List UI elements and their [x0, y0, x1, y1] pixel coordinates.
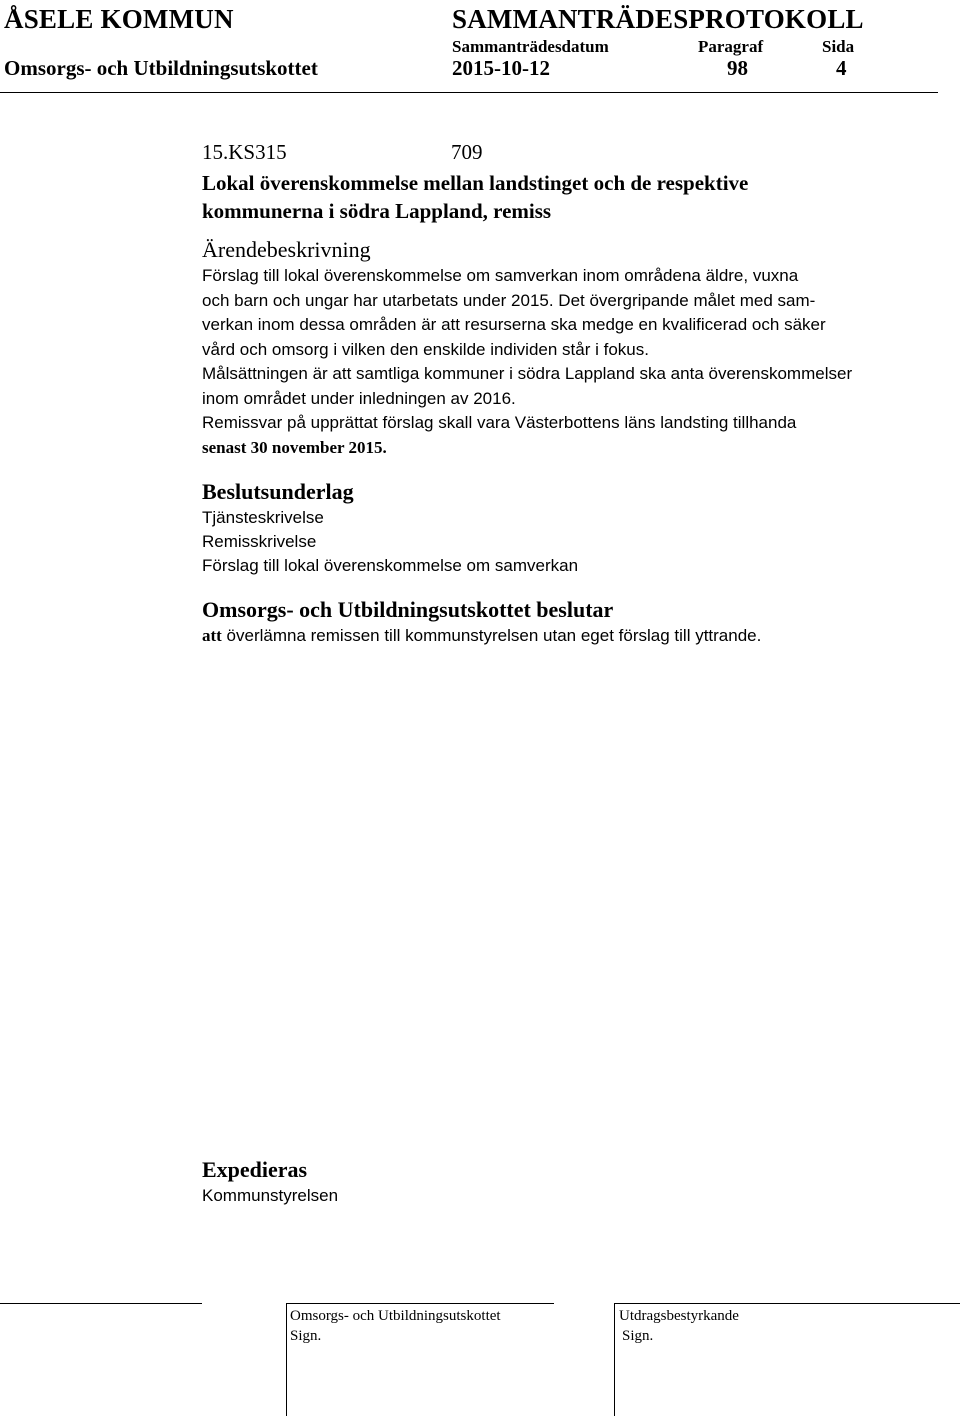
dispatch-heading: Expedieras [202, 1157, 308, 1182]
description-line: och barn och ungar har utarbetats under 2015. Det övergripande målet med sam- [202, 290, 816, 310]
signature-box-line [614, 1303, 615, 1416]
description-heading: Ärendebeskrivning [202, 237, 371, 262]
signature-divider [0, 1303, 202, 1304]
committee-sign-field: Sign. [290, 1328, 322, 1344]
basis-item: Tjänsteskrivelse [202, 508, 324, 527]
case-number: 15.KS315 [202, 140, 287, 164]
decision-keyword: att [202, 626, 222, 645]
header-divider [0, 92, 938, 93]
page-number: 4 [836, 56, 847, 80]
basis-list [202, 506, 922, 578]
municipality-name: ÅSELE KOMMUN [4, 4, 234, 34]
case-title-line: kommunerna i södra Lappland, remiss [202, 199, 552, 223]
minutes-body [202, 140, 922, 649]
paragraph-label: Paragraf [698, 37, 764, 56]
certifier-signature-label: Utdragsbestyrkande [619, 1308, 739, 1324]
case-code: 709 [451, 140, 483, 164]
signature-box-line [286, 1303, 287, 1416]
dispatch-section [202, 1156, 338, 1208]
response-deadline: senast 30 november 2015. [202, 437, 387, 457]
decision-body: överlämna remissen till kommunstyrelsen utan eget förslag till yttrande. [221, 626, 762, 645]
basis-item: Förslag till lokal överenskommelse om samverkan [202, 556, 579, 575]
committee-signature-label: Omsorgs- och Utbildningsutskottet [290, 1308, 501, 1324]
case-title-line: Lokal överenskommelse mellan landstinget och de respektive [202, 171, 749, 195]
description-line: inom området under inledningen av 2016. [202, 388, 516, 408]
case-title [202, 169, 922, 225]
case-reference [202, 140, 922, 169]
decision-heading: Omsorgs- och Utbildningsutskottet beslutar [202, 597, 614, 622]
certifier-sign-field: Sign. [622, 1328, 654, 1344]
page-label: Sida [822, 37, 855, 56]
basis-heading: Beslutsunderlag [202, 479, 354, 504]
document-type: SAMMANTRÄDESPROTOKOLL [452, 4, 864, 34]
signature-divider [614, 1303, 960, 1304]
paragraph-number: 98 [727, 56, 748, 80]
meeting-date: 2015-10-12 [452, 56, 550, 80]
description-line: Förslag till lokal överenskommelse om samverkan inom områdena äldre, vuxna [202, 266, 799, 285]
description-line: Målsättningen är att samtliga kommuner i södra Lappland ska anta överenskommelser [202, 364, 853, 383]
signature-divider [286, 1303, 554, 1304]
description-line: Remissvar på upprättat förslag skall vara Västerbottens läns landsting tillhanda [202, 413, 797, 432]
committee-name: Omsorgs- och Utbildningsutskottet [4, 56, 318, 80]
description-line: vård och omsorg i vilken den enskilde individen står i fokus. [202, 339, 649, 359]
dispatch-recipient: Kommunstyrelsen [202, 1186, 339, 1205]
description-text [202, 264, 922, 460]
decision-text [202, 624, 922, 649]
description-line: verkan inom dessa områden är att resurserna ska medge en kvalificerad och säker [202, 315, 826, 334]
meeting-date-label: Sammanträdesdatum [452, 37, 609, 56]
basis-item: Remisskrivelse [202, 532, 317, 551]
